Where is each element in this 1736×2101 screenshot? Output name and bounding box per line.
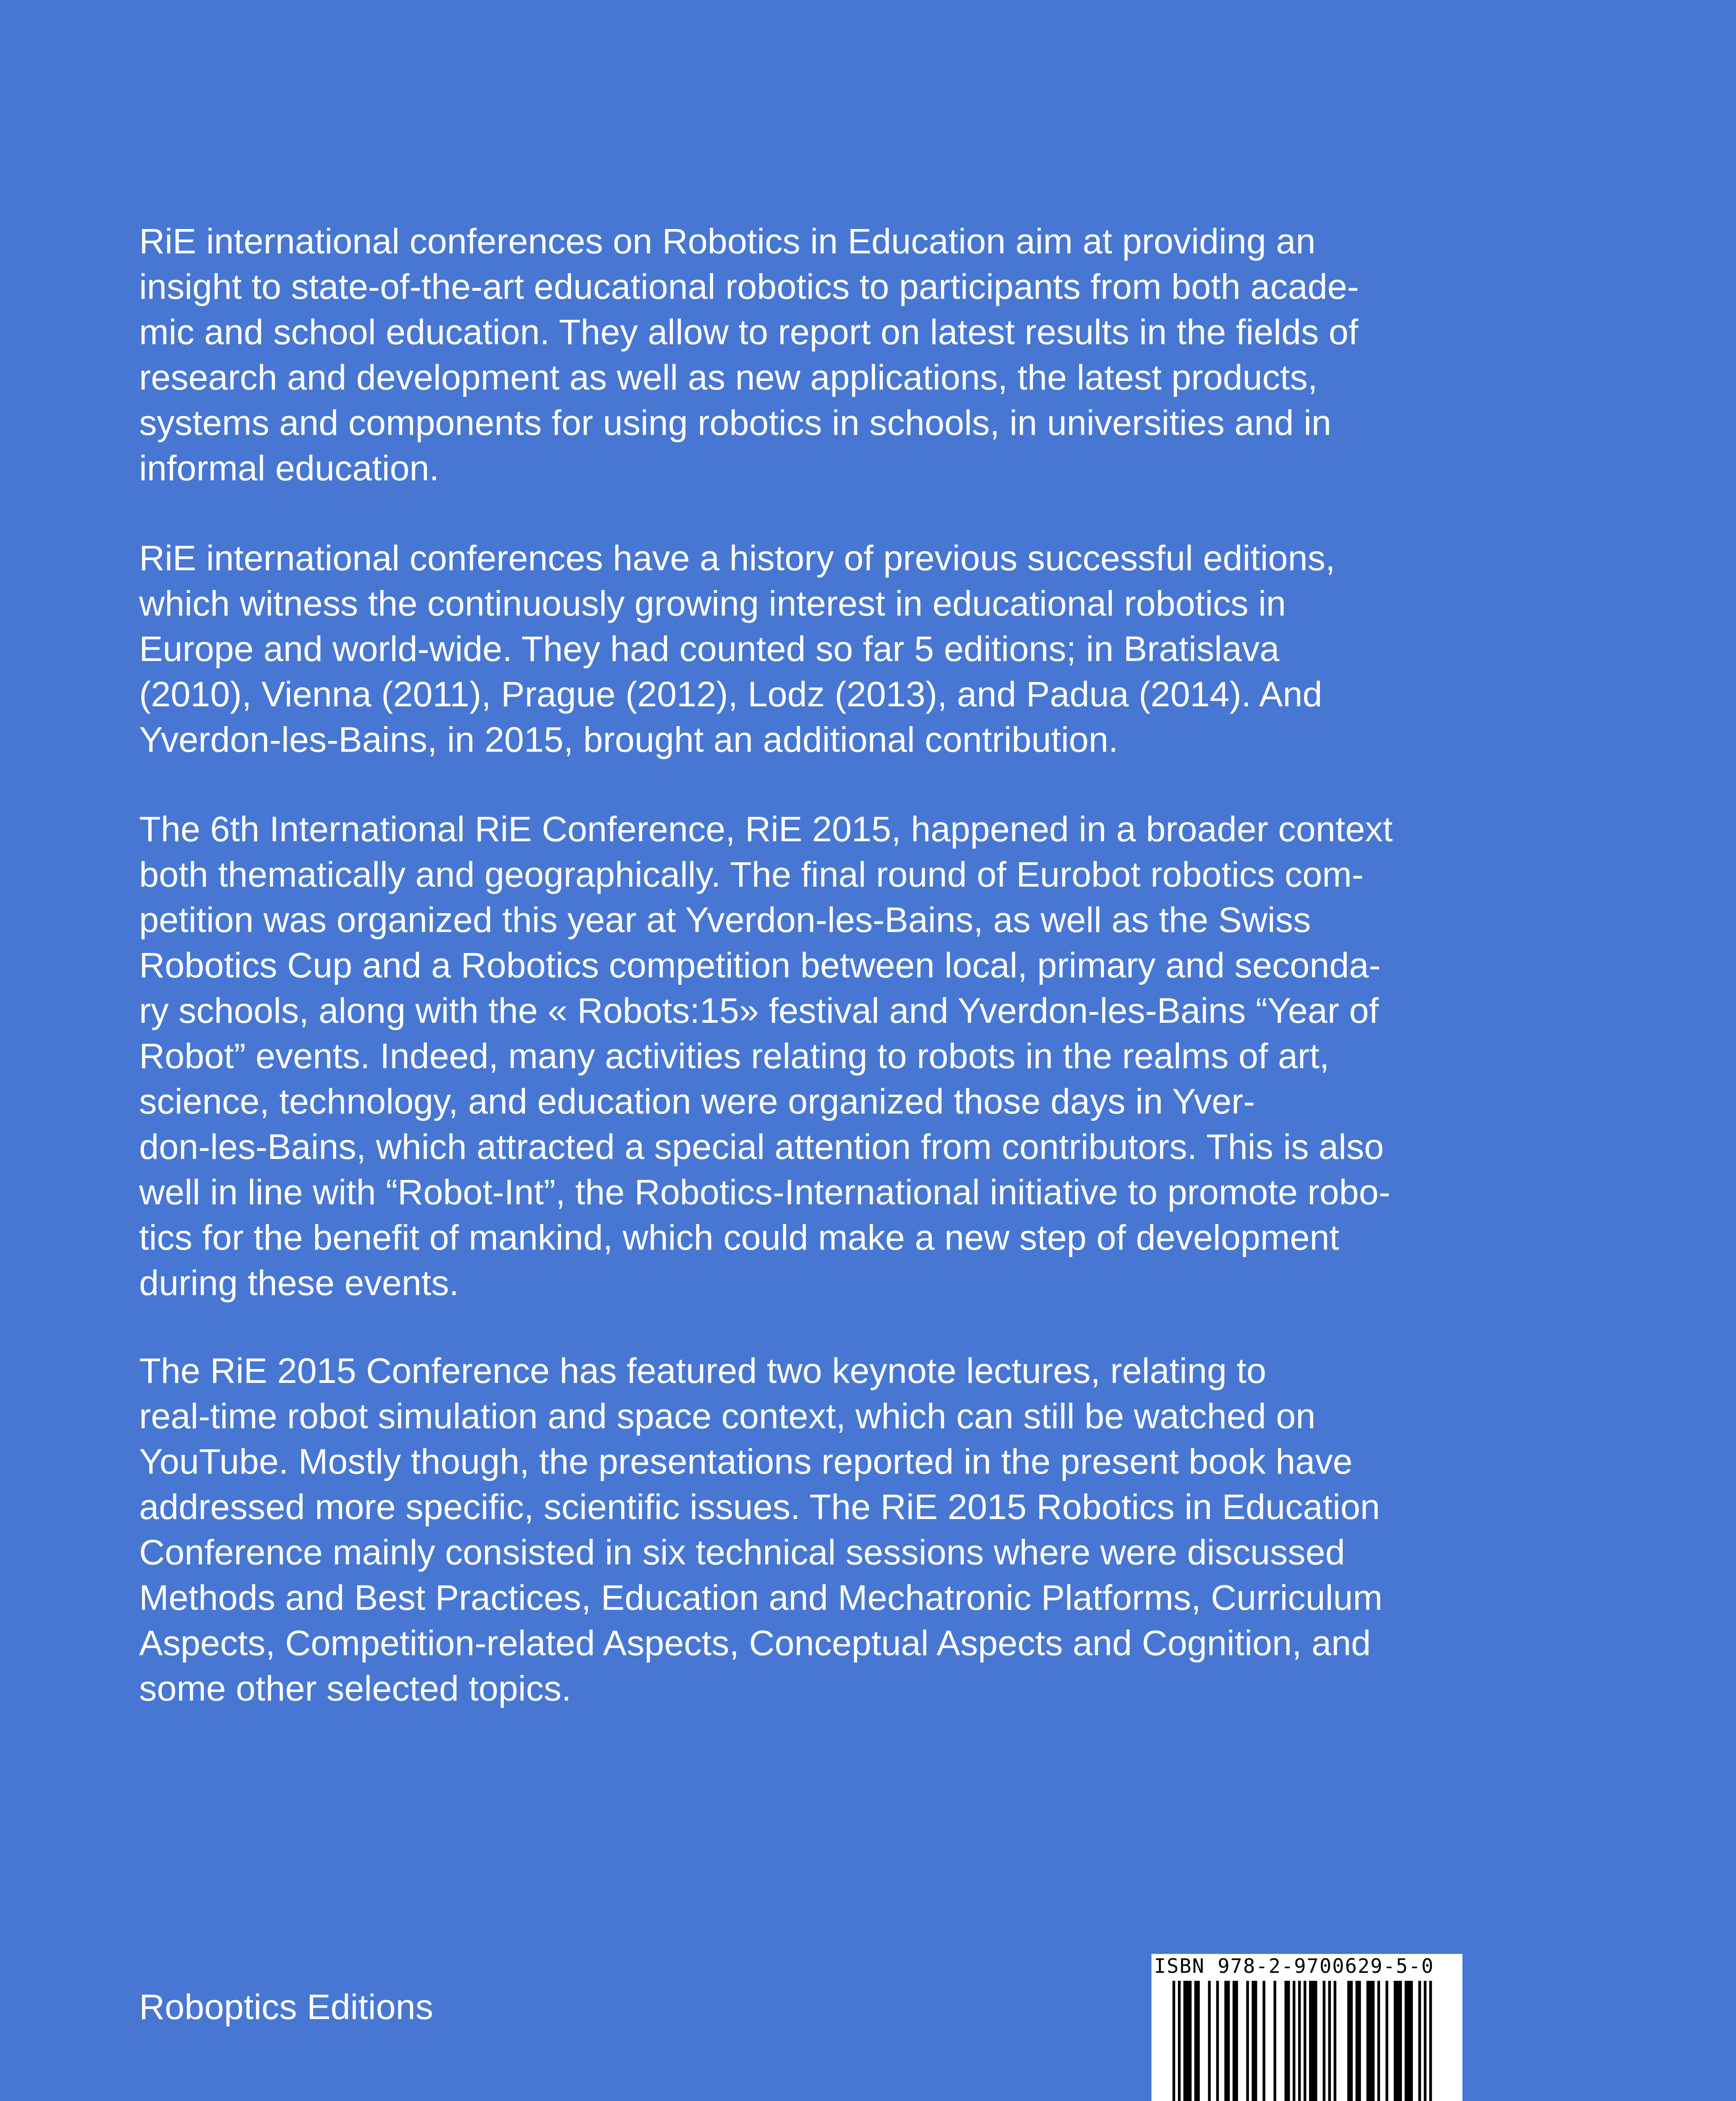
paragraph-line: research and development as well as new applications, the latest products,	[139, 358, 1318, 397]
barcode-bar-5	[1194, 1981, 1197, 2101]
paragraph-line: some other selected topics.	[139, 1669, 572, 1708]
barcode-bar-27	[1328, 1981, 1331, 2101]
paragraph-line: Yverdon-les-Bains, in 2015, brought an additional contribution.	[139, 720, 1118, 759]
barcode-bar-26	[1323, 1981, 1326, 2101]
paragraph-line: insight to state-of-the-art educational robotics to participants from both acade-	[139, 267, 1359, 306]
barcode-bar-24	[1312, 1981, 1315, 2101]
paragraph-line: which witness the continuously growing interest in educational robotics in	[139, 584, 1286, 623]
barcode-bar-15	[1254, 1981, 1257, 2101]
barcode-guard-bar-1	[1178, 1981, 1181, 2101]
barcode-bar-42	[1407, 1981, 1410, 2101]
barcode-guard-bar-0	[1172, 1981, 1175, 2101]
paragraph-line: The RiE 2015 Conference has featured two keynote lectures, relating to	[139, 1351, 1267, 1390]
barcode-bar-41	[1405, 1981, 1408, 2101]
barcode-guard-bar-45	[1424, 1981, 1427, 2101]
barcode-bar-38	[1394, 1981, 1397, 2101]
barcode-bar-34	[1369, 1981, 1372, 2101]
paragraph-line: well in line with “Robot-Int”, the Robotics-International initiative to promote robo-	[139, 1172, 1391, 1212]
paragraph-line: RiE international conferences have a history of previous successful editions,	[139, 538, 1336, 578]
barcode-bar-11	[1233, 1981, 1235, 2101]
barcode-bar-17	[1274, 1981, 1277, 2101]
paragraph-line: mic and school education. They allow to report on latest results in the fields of	[139, 312, 1359, 352]
paragraph-line: addressed more specific, scientific issues. The RiE 2015 Robotics in Education	[139, 1487, 1380, 1527]
barcode-guard-bar-21	[1298, 1981, 1301, 2101]
barcode-bar-36	[1378, 1981, 1380, 2101]
barcode-bar-33	[1367, 1981, 1370, 2101]
barcode-bar-12	[1235, 1981, 1238, 2101]
barcode-bar-16	[1263, 1981, 1266, 2101]
barcode-bars	[1151, 1954, 1462, 2101]
paragraph-line: Methods and Best Practices, Education and Mechatronic Platforms, Curriculum	[139, 1578, 1383, 1617]
barcode-bar-32	[1358, 1981, 1361, 2101]
paragraph-line: (2010), Vienna (2011), Prague (2012), Lodz (2013), and Padua (2014). And	[139, 674, 1322, 714]
paragraph-line: during these events.	[139, 1263, 459, 1303]
barcode-bar-37	[1386, 1981, 1388, 2101]
barcode-bar-14	[1252, 1981, 1255, 2101]
barcode-bar-25	[1315, 1981, 1317, 2101]
barcode-bar-43	[1410, 1981, 1413, 2101]
paragraph-line: real-time robot simulation and space context, which can still be watched on	[139, 1396, 1316, 1436]
publisher-name: Roboptics Editions	[139, 1987, 433, 2027]
paragraph-1	[139, 219, 1475, 491]
paragraph-line: informal education.	[139, 448, 439, 488]
paragraph-line: systems and components for using robotics in schools, in universities and in	[139, 403, 1331, 442]
barcode-bar-4	[1189, 1981, 1192, 2101]
barcode-bar-10	[1227, 1981, 1230, 2101]
barcode-bar-7	[1208, 1981, 1211, 2101]
paragraph-line: both thematically and geographically. The final round of Eurobot robotics com-	[139, 855, 1364, 894]
barcode-bar-13	[1246, 1981, 1249, 2101]
paragraph-line: ry schools, along with the « Robots:15» festival and Yverdon-les-Bains “Year of	[139, 991, 1379, 1030]
barcode-guard-bar-22	[1304, 1981, 1307, 2101]
paragraph-line: science, technology, and education were organized those days in Yver-	[139, 1082, 1255, 1121]
barcode-bar-39	[1396, 1981, 1399, 2101]
paragraph-line: Europe and world-wide. They had counted so far 5 editions; in Bratislava	[139, 629, 1280, 669]
paragraph-4	[139, 1348, 1475, 1711]
isbn-barcode	[1151, 1954, 1462, 2101]
paragraph-line: Aspects, Competition-related Aspects, Conceptual Aspects and Cognition, and	[139, 1623, 1371, 1663]
paragraph-line: don-les-Bains, which attracted a special attention from contributors. This is also	[139, 1127, 1384, 1166]
barcode-bar-6	[1197, 1981, 1200, 2101]
barcode-bar-28	[1334, 1981, 1337, 2101]
barcode-bar-30	[1350, 1981, 1353, 2101]
paragraph-line: petition was organized this year at Yverdon-les-Bains, as well as the Swiss	[139, 900, 1311, 940]
paragraph-line: Conference mainly consisted in six technical sessions where were discussed	[139, 1532, 1345, 1572]
isbn-label: ISBN 978-2-9700629-5-0	[1154, 1955, 1434, 1978]
barcode-bar-18	[1285, 1981, 1288, 2101]
paragraph-line: YouTube. Mostly though, the presentations reported in the present book have	[139, 1442, 1353, 1481]
barcode-guard-bar-46	[1429, 1981, 1432, 2101]
barcode-bar-29	[1347, 1981, 1350, 2101]
paragraph-line: RiE international conferences on Robotics in Education aim at providing an	[139, 221, 1316, 261]
barcode-bar-19	[1287, 1981, 1290, 2101]
paragraph-line: The 6th International RiE Conference, RiE 2015, happened in a broader context	[139, 809, 1393, 849]
barcode-bar-2	[1183, 1981, 1186, 2101]
paragraph-line: Robot” events. Indeed, many activities relating to robots in the realms of art,	[139, 1036, 1330, 1076]
barcode-bar-44	[1418, 1981, 1421, 2101]
barcode-bar-3	[1186, 1981, 1189, 2101]
paragraph-3	[139, 806, 1475, 1306]
barcode-bar-9	[1225, 1981, 1228, 2101]
barcode-bar-35	[1372, 1981, 1375, 2101]
paragraph-2	[139, 535, 1475, 762]
paragraph-line: Robotics Cup and a Robotics competition between local, primary and seconda-	[139, 945, 1381, 985]
barcode-bar-31	[1356, 1981, 1359, 2101]
paragraph-line: tics for the benefit of mankind, which could make a new step of development	[139, 1218, 1339, 1257]
barcode-bar-40	[1399, 1981, 1402, 2101]
barcode-bar-8	[1216, 1981, 1219, 2101]
barcode-bar-20	[1293, 1981, 1296, 2101]
barcode-bar-23	[1309, 1981, 1312, 2101]
